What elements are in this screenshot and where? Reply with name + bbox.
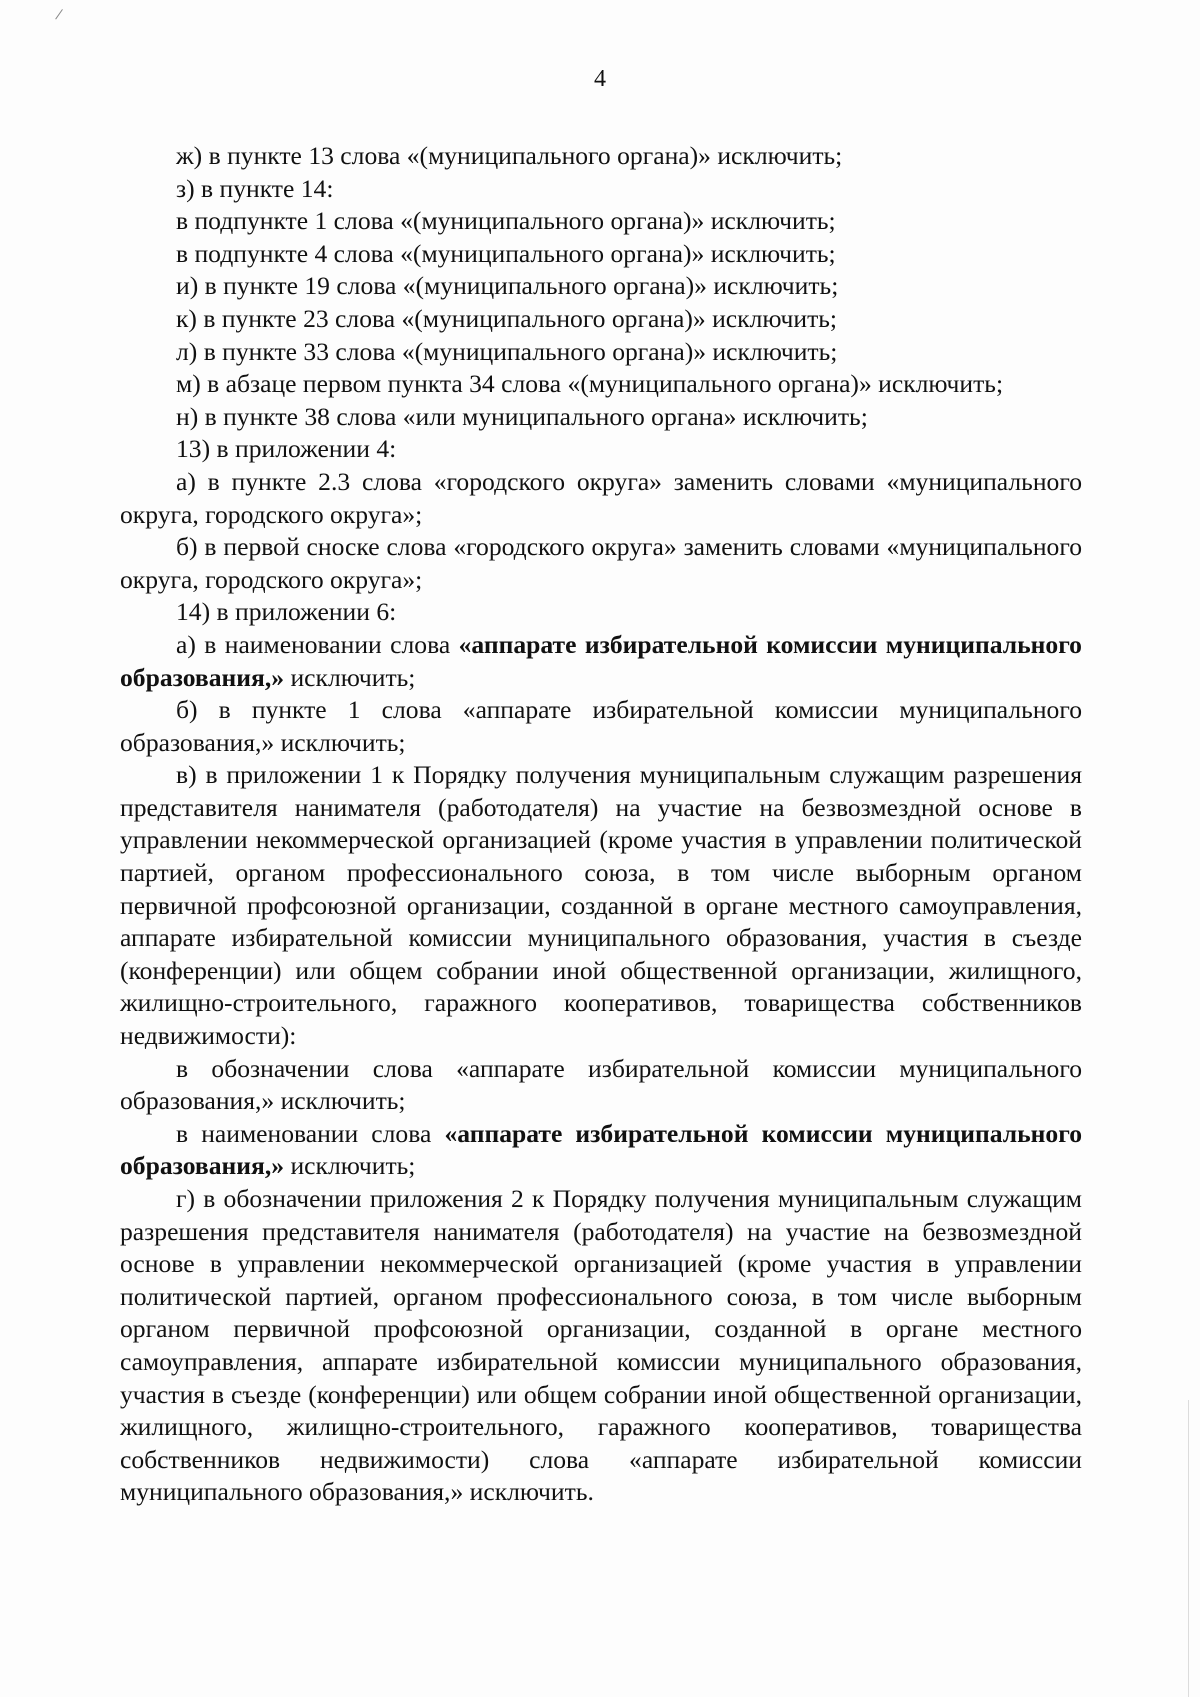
paragraph-k: к) в пункте 23 слова «(муниципального органа)» исключить; xyxy=(176,303,838,333)
paragraph-designation: в обозначении слова «аппарате избирательной комиссии муниципального образования,» исключить; xyxy=(120,1053,1082,1116)
paragraph-i: и) в пункте 19 слова «(муниципального органа)» исключить; xyxy=(176,271,839,301)
paragraph-14-a-pre: а) в наименовании слова xyxy=(176,629,459,659)
scan-artifact-mark xyxy=(55,9,68,23)
paragraph-14-a xyxy=(120,629,1082,694)
paragraph-14-a-bold: «аппарате избирательной комиссии муниципального образования,» xyxy=(120,629,1082,692)
paragraph-subpoint-1: в подпункте 1 слова «(муниципального органа)» исключить; xyxy=(176,206,836,236)
paragraph-l: л) в пункте 33 слова «(муниципального органа)» исключить; xyxy=(176,336,838,366)
paragraph-13: 13) в приложении 4: xyxy=(176,434,397,464)
paragraph-13-a: а) в пункте 2.3 слова «городского округа» заменить словами «муниципального округа, городского округа»; xyxy=(120,466,1082,529)
paragraph-14: 14) в приложении 6: xyxy=(176,597,397,627)
paragraph-14-b: б) в пункте 1 слова «аппарате избирательной комиссии муниципального образования,» исключить; xyxy=(120,695,1082,757)
paragraph-14-v: в) в приложении 1 к Порядку получения муниципальным служащим разрешения представителя нанимателя (работодателя) на участие на безвозмездной основе в управлении некоммерческой организацией (кроме участия в управлении политической партией, органом профессионального союза, в том числе выборным органом первичной профсоюзной организации, созданной в органе местного самоуправления, аппарате избирательной комиссии муниципального образования, участия в съезде (конференции) или общем собрании иной общественной организации, жилищного, жилищно-строительного, гаражного кооперативов, товарищества собственников недвижимости): xyxy=(120,760,1082,1051)
paragraph-naming-pre: в наименовании слова xyxy=(176,1118,445,1148)
page-number: 4 xyxy=(594,66,606,92)
scan-edge-line xyxy=(1188,1400,1189,1697)
paragraph-subpoint-4: в подпункте 4 слова «(муниципального органа)» исключить; xyxy=(176,238,836,268)
paragraph-z: з) в пункте 14: xyxy=(176,173,334,203)
paragraph-naming-post: исключить; xyxy=(284,1151,416,1181)
document-body xyxy=(120,140,1082,1509)
paragraph-m: м) в абзаце первом пункта 34 слова «(муниципального органа)» исключить; xyxy=(176,369,1004,399)
paragraph-14-a-post: исключить; xyxy=(284,662,416,692)
paragraph-naming xyxy=(120,1118,1082,1183)
paragraph-naming-bold: «аппарате избирательной комиссии муниципального образования,» xyxy=(120,1118,1082,1181)
paragraph-n: н) в пункте 38 слова «или муниципального органа» исключить; xyxy=(176,401,868,431)
paragraph-14-g: г) в обозначении приложения 2 к Порядку получения муниципальным служащим разрешения представителя нанимателя (работодателя) на участие на безвозмездной основе в управлении некоммерческой организацией (кроме участия в управлении политической партией, органом профессионального союза, в том числе выборным органом первичной профсоюзной организации, созданной в органе местного самоуправления, аппарате избирательной комиссии муниципального образования, участия в съезде (конференции) или общем собрании иной общественной организации, жилищного, жилищно-строительного, гаражного кооперативов, товарищества собственников недвижимости) слова «аппарате избирательной комиссии муниципального образования,» исключить. xyxy=(120,1184,1082,1507)
paragraph-13-b: б) в первой сноске слова «городского округа» заменить словами «муниципального округа, городского округа»; xyxy=(120,532,1082,594)
paragraph-zh: ж) в пункте 13 слова «(муниципального органа)» исключить; xyxy=(176,141,843,170)
